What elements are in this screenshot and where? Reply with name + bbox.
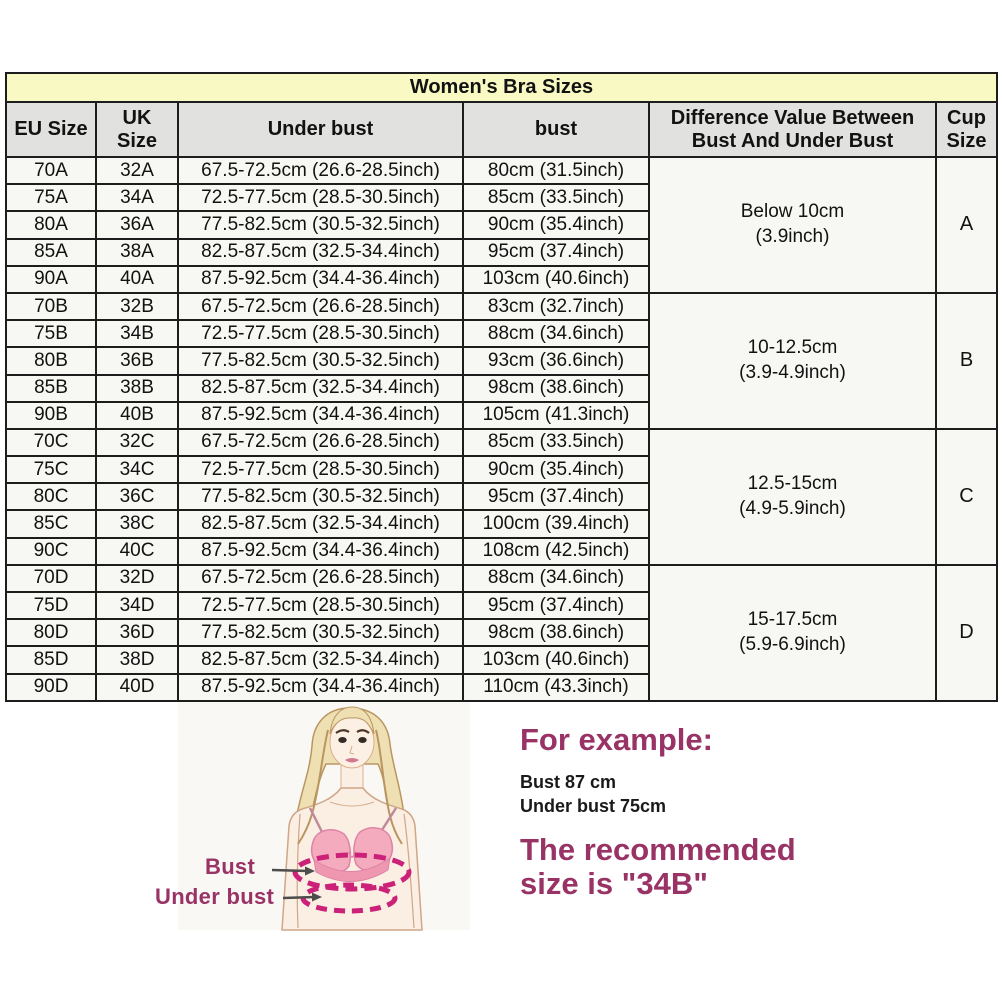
bust-cell: 110cm (43.3inch): [463, 674, 649, 701]
under-bust-cell: 72.5-77.5cm (28.5-30.5inch): [178, 456, 463, 483]
header-bust: bust: [463, 102, 649, 157]
bust-cell: 95cm (37.4inch): [463, 592, 649, 619]
eu-size-cell: 90B: [6, 402, 96, 429]
under-bust-cell: 82.5-87.5cm (32.5-34.4inch): [178, 239, 463, 266]
recommendation-line1: The recommended: [520, 831, 796, 867]
bust-cell: 85cm (33.5inch): [463, 429, 649, 456]
bust-cell: 93cm (36.6inch): [463, 347, 649, 374]
eu-size-cell: 90D: [6, 674, 96, 701]
uk-size-cell: 34C: [96, 456, 178, 483]
under-bust-cell: 77.5-82.5cm (30.5-32.5inch): [178, 347, 463, 374]
under-bust-cell: 72.5-77.5cm (28.5-30.5inch): [178, 320, 463, 347]
example-measurements: [520, 770, 960, 819]
bust-cell: 80cm (31.5inch): [463, 157, 649, 184]
uk-size-cell: 32D: [96, 565, 178, 592]
eu-size-cell: 80C: [6, 483, 96, 510]
bust-cell: 95cm (37.4inch): [463, 239, 649, 266]
bust-cell: 88cm (34.6inch): [463, 320, 649, 347]
under-bust-cell: 67.5-72.5cm (26.6-28.5inch): [178, 429, 463, 456]
header-difference: Difference Value Between Bust And Under Bust: [649, 102, 936, 157]
difference-cell: [649, 293, 936, 429]
table-row: [6, 293, 997, 320]
eu-size-cell: 85B: [6, 375, 96, 402]
cup-size-cell: B: [936, 293, 997, 429]
example-recommendation: [520, 833, 960, 902]
eu-size-cell: 70C: [6, 429, 96, 456]
eu-size-cell: 75D: [6, 592, 96, 619]
bust-cell: 98cm (38.6inch): [463, 619, 649, 646]
eu-size-cell: 90C: [6, 538, 96, 565]
uk-size-cell: 38A: [96, 239, 178, 266]
eu-size-cell: 70A: [6, 157, 96, 184]
under-bust-cell: 72.5-77.5cm (28.5-30.5inch): [178, 184, 463, 211]
bust-cell: 103cm (40.6inch): [463, 646, 649, 673]
under-bust-pointer-line: [283, 897, 315, 898]
difference-line1: 10-12.5cm: [747, 337, 838, 359]
difference-line2: (5.9-6.9inch): [739, 633, 846, 655]
recommendation-line2: size is "34B": [520, 866, 708, 902]
bust-cell: 88cm (34.6inch): [463, 565, 649, 592]
uk-size-cell: 38C: [96, 510, 178, 537]
under-bust-label: Under bust: [155, 884, 275, 909]
uk-size-cell: 34A: [96, 184, 178, 211]
uk-size-cell: 40C: [96, 538, 178, 565]
difference-line1: 12.5-15cm: [747, 473, 838, 495]
cup-size-cell: D: [936, 565, 997, 701]
under-bust-cell: 67.5-72.5cm (26.6-28.5inch): [178, 565, 463, 592]
eu-size-cell: 80B: [6, 347, 96, 374]
under-bust-cell: 87.5-92.5cm (34.4-36.4inch): [178, 266, 463, 293]
bust-label: Bust: [205, 854, 256, 879]
difference-line2: (3.9-4.9inch): [739, 361, 846, 383]
header-under-bust: Under bust: [178, 102, 463, 157]
difference-line1: 15-17.5cm: [747, 609, 838, 631]
bust-cell: 98cm (38.6inch): [463, 375, 649, 402]
eu-size-cell: 75C: [6, 456, 96, 483]
uk-size-cell: 36D: [96, 619, 178, 646]
header-cup-size: Cup Size: [936, 102, 997, 157]
bust-cell: 108cm (42.5inch): [463, 538, 649, 565]
bust-cell: 103cm (40.6inch): [463, 266, 649, 293]
example-under-bust-line: Under bust 75cm: [520, 796, 667, 817]
bust-pointer-line: [272, 870, 308, 871]
eye: [338, 737, 346, 743]
uk-size-cell: 38D: [96, 646, 178, 673]
bust-cell: 100cm (39.4inch): [463, 510, 649, 537]
under-bust-cell: 77.5-82.5cm (30.5-32.5inch): [178, 483, 463, 510]
cup-size-cell: A: [936, 157, 997, 293]
bra-size-table: [5, 72, 998, 702]
eu-size-cell: 85D: [6, 646, 96, 673]
eu-size-cell: 70B: [6, 293, 96, 320]
under-bust-cell: 77.5-82.5cm (30.5-32.5inch): [178, 211, 463, 238]
header-uk-size: UK Size: [96, 102, 178, 157]
uk-size-cell: 32C: [96, 429, 178, 456]
bust-cell: 85cm (33.5inch): [463, 184, 649, 211]
uk-size-cell: 40B: [96, 402, 178, 429]
difference-cell: [649, 157, 936, 293]
uk-size-cell: 40D: [96, 674, 178, 701]
table-row: [6, 565, 997, 592]
under-bust-cell: 67.5-72.5cm (26.6-28.5inch): [178, 293, 463, 320]
eye: [358, 737, 366, 743]
eu-size-cell: 80A: [6, 211, 96, 238]
eu-size-cell: 90A: [6, 266, 96, 293]
under-bust-cell: 72.5-77.5cm (28.5-30.5inch): [178, 592, 463, 619]
uk-size-cell: 36B: [96, 347, 178, 374]
eu-size-cell: 75B: [6, 320, 96, 347]
difference-line2: (4.9-5.9inch): [739, 497, 846, 519]
bust-cell: 90cm (35.4inch): [463, 456, 649, 483]
bust-cell: 90cm (35.4inch): [463, 211, 649, 238]
example-heading: For example:: [520, 722, 713, 757]
eu-size-cell: 85C: [6, 510, 96, 537]
example-bust-line: Bust 87 cm: [520, 772, 617, 792]
uk-size-cell: 34B: [96, 320, 178, 347]
under-bust-cell: 67.5-72.5cm (26.6-28.5inch): [178, 157, 463, 184]
header-eu-size: EU Size: [6, 102, 96, 157]
eu-size-cell: 85A: [6, 239, 96, 266]
uk-size-cell: 34D: [96, 592, 178, 619]
under-bust-cell: 82.5-87.5cm (32.5-34.4inch): [178, 646, 463, 673]
cup-size-cell: C: [936, 429, 997, 565]
uk-size-cell: 36A: [96, 211, 178, 238]
difference-cell: [649, 429, 936, 565]
bust-cell: 83cm (32.7inch): [463, 293, 649, 320]
difference-line2: (3.9inch): [755, 225, 830, 247]
difference-cell: [649, 565, 936, 701]
table-row: [6, 429, 997, 456]
under-bust-cell: 77.5-82.5cm (30.5-32.5inch): [178, 619, 463, 646]
under-bust-cell: 87.5-92.5cm (34.4-36.4inch): [178, 538, 463, 565]
difference-line1: Below 10cm: [740, 201, 845, 223]
table-title: Women's Bra Sizes: [6, 73, 997, 102]
uk-size-cell: 32A: [96, 157, 178, 184]
eu-size-cell: 75A: [6, 184, 96, 211]
under-bust-cell: 82.5-87.5cm (32.5-34.4inch): [178, 510, 463, 537]
bust-cell: 95cm (37.4inch): [463, 483, 649, 510]
table-title-row: [6, 73, 997, 102]
eu-size-cell: 70D: [6, 565, 96, 592]
uk-size-cell: 38B: [96, 375, 178, 402]
eu-size-cell: 80D: [6, 619, 96, 646]
measurement-illustration: [150, 702, 472, 934]
under-bust-cell: 87.5-92.5cm (34.4-36.4inch): [178, 402, 463, 429]
uk-size-cell: 36C: [96, 483, 178, 510]
under-bust-cell: 87.5-92.5cm (34.4-36.4inch): [178, 674, 463, 701]
bust-cell: 105cm (41.3inch): [463, 402, 649, 429]
table-row: [6, 157, 997, 184]
example-block: [520, 722, 960, 902]
table-header-row: [6, 102, 997, 157]
uk-size-cell: 40A: [96, 266, 178, 293]
uk-size-cell: 32B: [96, 293, 178, 320]
under-bust-cell: 82.5-87.5cm (32.5-34.4inch): [178, 375, 463, 402]
